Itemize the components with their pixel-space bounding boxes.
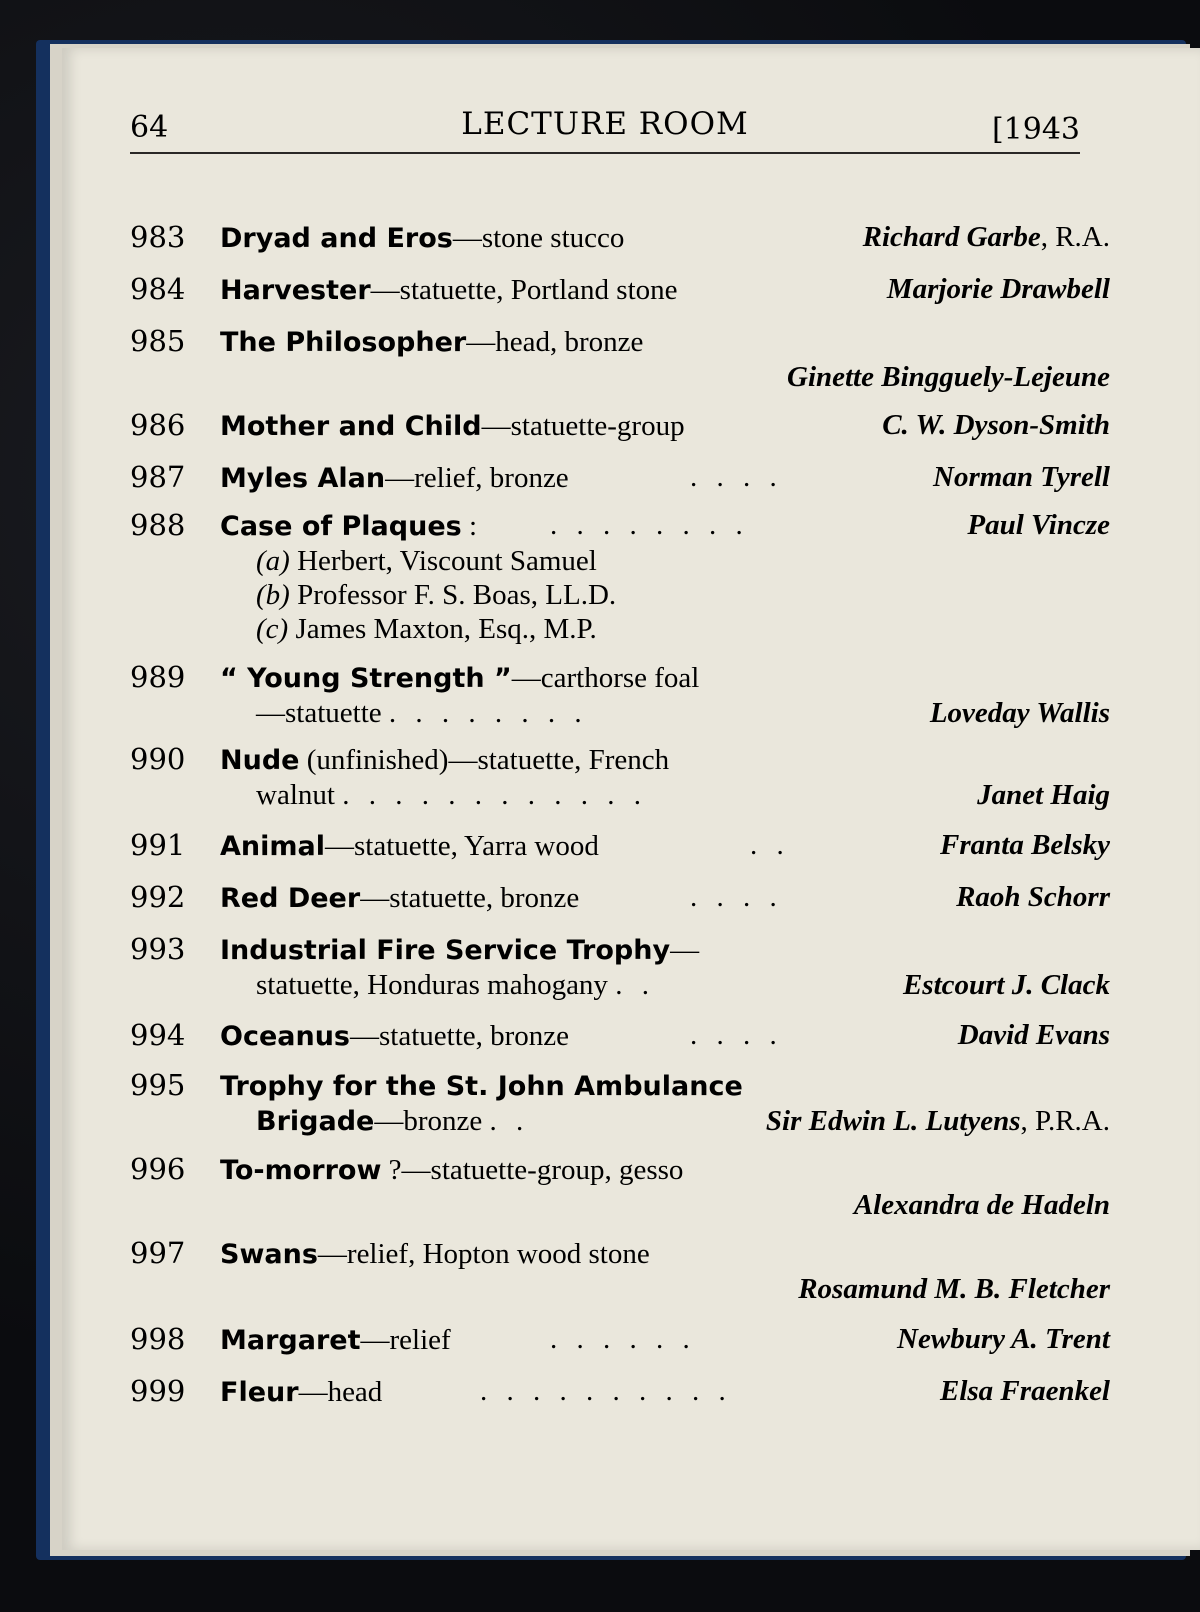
catalogue-entry [130,1236,1110,1308]
entry-number: 987 [130,460,186,494]
continued-text: statuette, Honduras mahogany [256,969,608,1001]
catalogue-entry [130,1322,1110,1362]
entry-description: —statuette, bronze [350,1020,570,1052]
entry-number: 996 [130,1152,186,1186]
catalogue-entry [130,1018,1110,1058]
sub-item-label: (c) [256,613,289,645]
entry-description: : [461,510,478,542]
sub-item [220,612,1110,646]
leader-dots: . . . . [690,881,783,913]
entry-description: — [670,934,700,966]
entry-number: 983 [130,220,186,254]
entry-description: —statuette, Yarra wood [324,830,599,862]
sub-item-label: (b) [256,579,290,611]
page-number: 64 [130,110,169,145]
entry-description: —stone stucco [452,222,625,254]
entry-title: “ Young Strength ” [220,663,512,694]
leader-dots: . . . . . . . . [388,697,588,729]
entry-number: 992 [130,880,186,914]
continued-text: walnut [256,779,335,811]
entry-number: 986 [130,408,186,442]
entry-description: —relief [360,1324,451,1356]
leader-dots: . . . . . . [550,1323,696,1355]
entry-artist: Elsa Fraenkel [940,1375,1110,1407]
entry-number: 989 [130,660,186,694]
catalogue-entry [130,508,1110,648]
entry-title: Margaret [220,1325,361,1356]
entry-artist: Paul Vincze [967,509,1110,541]
entry-description: —relief, bronze [385,462,569,494]
entry-title: Mother and Child [220,411,482,442]
page-year: [1943 [991,112,1080,147]
catalogue-entry [130,828,1110,868]
entry-description: —relief, Hopton wood stone [317,1238,650,1270]
leader-dots: . . . . [690,461,783,493]
entry-title: Swans [220,1239,318,1270]
sub-item-text: Professor F. S. Boas, LL.D. [297,579,617,611]
entry-artist: David Evans [957,1019,1110,1051]
leader-dots: . . [489,1105,530,1137]
entry-title: Myles Alan [220,463,386,494]
entry-title: Red Deer [220,883,361,914]
sub-item-label: (a) [256,545,290,577]
leader-dots: . . [615,969,655,1001]
entry-description: —statuette-group [481,410,685,442]
entry-number: 994 [130,1018,186,1052]
sub-item [220,544,1110,578]
entry-title: Harvester [220,275,371,306]
leader-dots: . . . . . . . . . . [480,1375,732,1407]
catalogue-entry [130,408,1110,448]
entry-number: 990 [130,742,186,776]
artist-name: Sir Edwin L. Lutyens [765,1105,1021,1137]
entry-description: —head [298,1376,383,1408]
entry-artist: Norman Tyrell [933,461,1110,493]
continued-title: Brigade [256,1106,375,1137]
entry-artist: Raoh Schorr [956,881,1110,913]
entry-title: Case of Plaques [220,511,462,542]
catalogue-entry [130,660,1110,732]
entry-title: The Philosopher [220,327,467,358]
entry-number: 999 [130,1374,186,1408]
leader-dots: . . . . . . . . [550,509,749,541]
catalogue-entry [130,324,1110,400]
entry-artist: Marjorie Drawbell [886,273,1110,305]
entry-artist [766,1104,1110,1138]
entry-number: 993 [130,932,186,966]
artist-suffix: , P.R.A. [1020,1105,1110,1137]
catalogue-entry [130,1374,1110,1414]
entry-title: Trophy for the St. John Ambulance [220,1071,743,1102]
leader-dots: . . . . [690,1019,783,1051]
entry-number: 998 [130,1322,186,1356]
catalogue-entry [130,220,1110,260]
page-header [130,100,1080,154]
entry-description: ?—statuette-group, gesso [381,1154,684,1186]
entry-artist: Estcourt J. Clack [902,969,1110,1001]
entry-description: —statuette, Portland stone [370,274,678,306]
entry-description: —head, bronze [466,326,644,358]
catalogue-entry [130,742,1110,814]
entry-title: Oceanus [220,1021,351,1052]
entry-description: (unfinished)—statuette, French [299,744,670,776]
catalogue-entry [130,932,1110,1004]
catalogue-entry [130,460,1110,500]
entry-artist: Franta Belsky [940,829,1110,861]
sub-item [220,578,1110,612]
entry-artist: Rosamund M. B. Fletcher [798,1273,1110,1305]
entry-number: 985 [130,324,186,358]
entry-number: 984 [130,272,186,306]
entry-title: Fleur [220,1377,299,1408]
sub-item-text: Herbert, Viscount Samuel [297,545,597,577]
entry-title: Industrial Fire Service Trophy [220,935,671,966]
entry-title: Nude [220,745,300,776]
entry-artist: Janet Haig [977,779,1110,811]
catalogue-entry [130,272,1110,312]
catalogue-entry [130,880,1110,920]
entry-artist: Newbury A. Trent [897,1323,1110,1355]
entry-title: To-morrow [220,1155,382,1186]
entry-number: 997 [130,1236,186,1270]
entry-artist: C. W. Dyson-Smith [882,409,1110,441]
entry-description: —statuette, bronze [360,882,580,914]
entry-title: Dryad and Eros [220,223,453,254]
catalogue-entry [130,1068,1110,1140]
continued-text: —bronze [374,1105,483,1137]
continued-text: —statuette [256,697,382,729]
entry-artist: Ginette Bingguely-Lejeune [787,361,1110,393]
artist-suffix: , R.A. [1040,221,1110,253]
entry-artist [863,220,1110,254]
entry-title: Animal [220,831,325,862]
catalogue-entry [130,1152,1110,1224]
artist-name: Richard Garbe [862,221,1041,253]
entry-number: 988 [130,508,186,542]
entry-number: 991 [130,828,186,862]
entry-artist: Loveday Wallis [929,697,1110,729]
page-title: LECTURE ROOM [461,106,749,142]
entry-description: —carthorse foal [511,662,700,694]
sub-item-text: James Maxton, Esq., M.P. [295,613,597,645]
leader-dots: . . [750,829,790,861]
entry-number: 995 [130,1068,186,1102]
entry-artist: Alexandra de Hadeln [853,1189,1110,1221]
leader-dots: . . . . . . . . . . . . [342,779,647,811]
